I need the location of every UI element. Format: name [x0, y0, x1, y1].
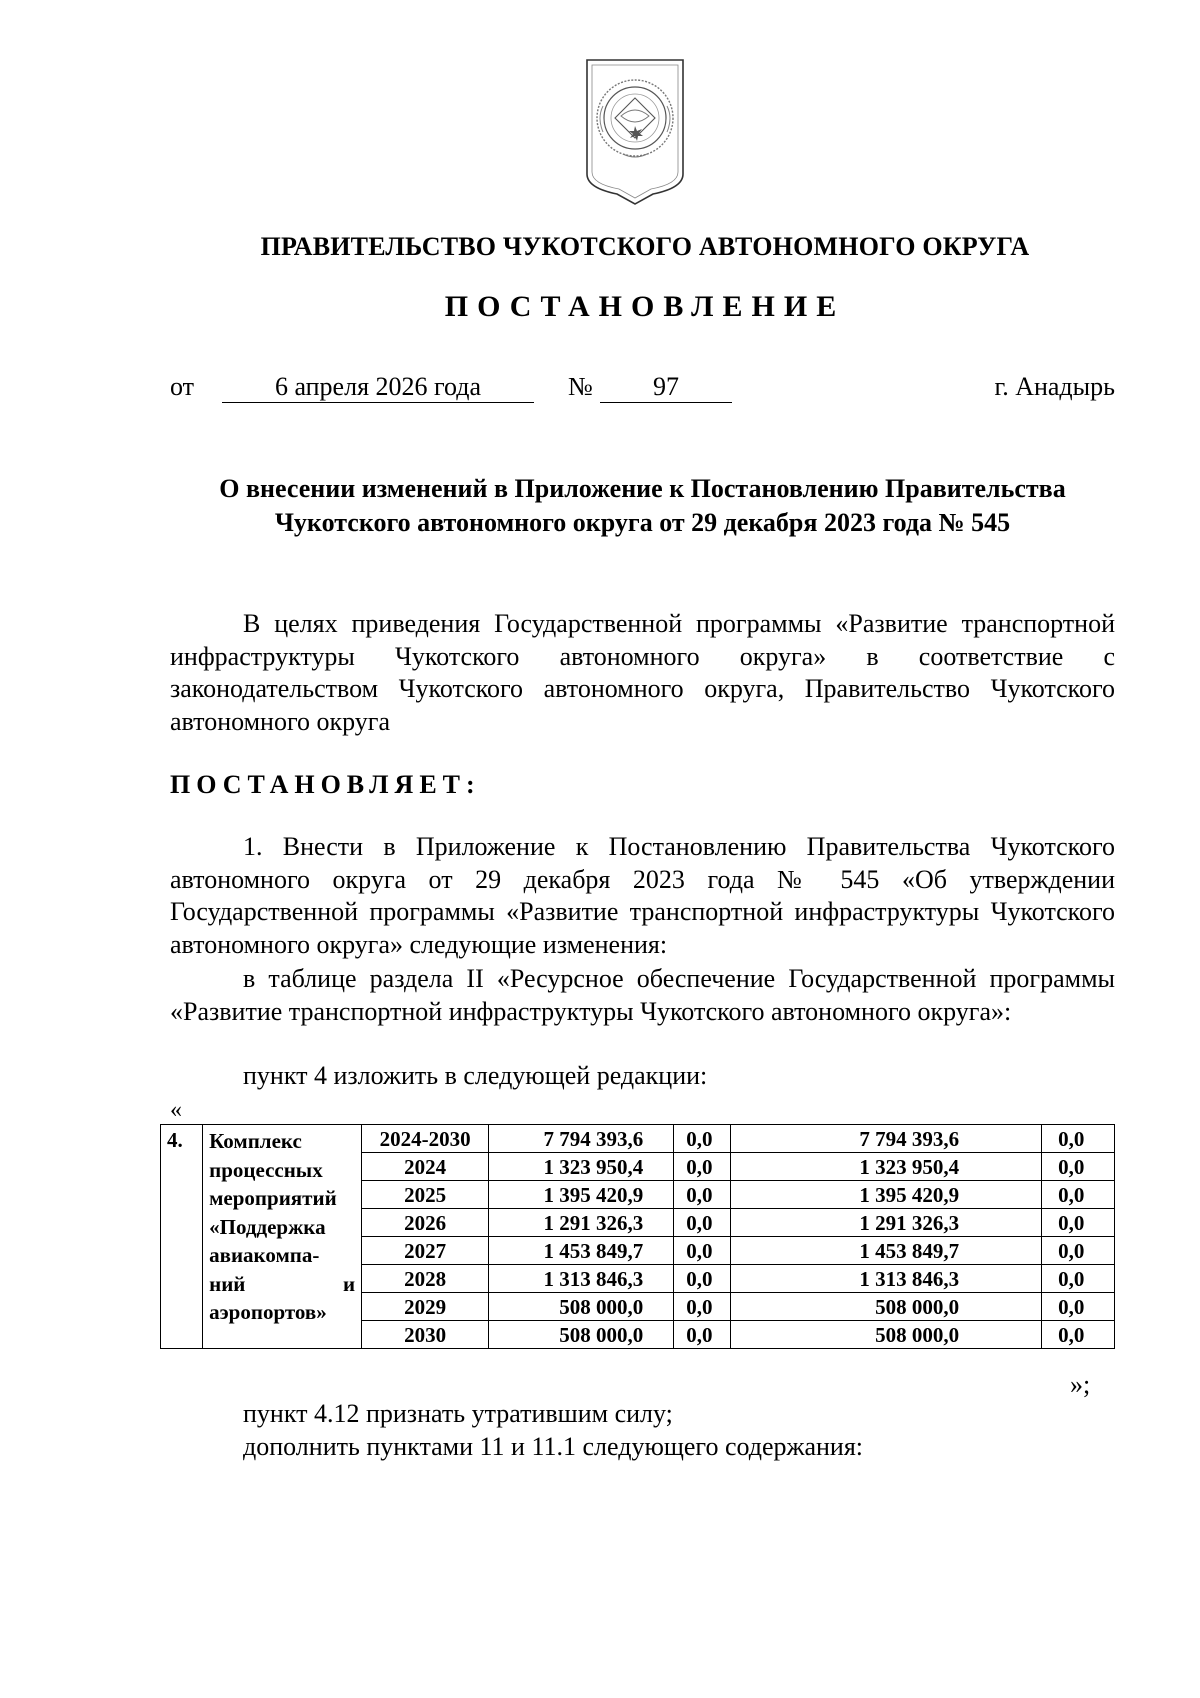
opening-quote: « [170, 1097, 182, 1123]
regional-budget-cell: 7 794 393,6 [730, 1125, 1041, 1153]
period-cell: 2024-2030 [362, 1125, 489, 1153]
coat-of-arms-emblem [583, 56, 687, 206]
other-sources-cell: 0,0 [1042, 1237, 1115, 1265]
federal-budget-cell: 0,0 [674, 1237, 731, 1265]
other-sources-cell: 0,0 [1042, 1181, 1115, 1209]
federal-budget-cell: 0,0 [674, 1265, 731, 1293]
table-row [161, 1125, 1115, 1153]
total-cell: 508 000,0 [489, 1293, 674, 1321]
other-sources-cell: 0,0 [1042, 1209, 1115, 1237]
regional-budget-cell: 1 313 846,3 [730, 1265, 1041, 1293]
total-cell: 1 395 420,9 [489, 1181, 674, 1209]
document-number: 97 [600, 372, 732, 403]
document-date: 6 апреля 2026 года [222, 372, 534, 403]
federal-budget-cell: 0,0 [674, 1293, 731, 1321]
closing-quote: »; [1070, 1370, 1091, 1399]
period-cell: 2028 [362, 1265, 489, 1293]
item-number-cell: 4. [161, 1125, 203, 1349]
addition-paragraph: дополнить пунктами 11 и 11.1 следующего содержания: [243, 1432, 864, 1461]
document-meta-row [170, 372, 1115, 408]
other-sources-cell: 0,0 [1042, 1293, 1115, 1321]
total-cell: 508 000,0 [489, 1321, 674, 1349]
number-label: № [568, 372, 593, 401]
period-cell: 2024 [362, 1153, 489, 1181]
regional-budget-cell: 1 323 950,4 [730, 1153, 1041, 1181]
government-title: ПРАВИТЕЛЬСТВО ЧУКОТСКОГО АВТОНОМНОГО ОКРУГА [260, 232, 1030, 261]
period-cell: 2025 [362, 1181, 489, 1209]
document-city: г. Анадырь [994, 372, 1115, 401]
regional-budget-cell: 1 395 420,9 [730, 1181, 1041, 1209]
period-cell: 2030 [362, 1321, 489, 1349]
federal-budget-cell: 0,0 [674, 1181, 731, 1209]
total-cell: 1 453 849,7 [489, 1237, 674, 1265]
resolves-heading: ПОСТАНОВЛЯЕТ: [170, 770, 481, 799]
other-sources-cell: 0,0 [1042, 1321, 1115, 1349]
clause-1-paragraph: 1. Внести в Приложение к Постановлению Правительства Чукотского автономного округа от 29 декабря 2023 года № 545 «Об утверждении Государственной программы «Развитие транспортной инфраструктуры Чукотского автономного округа» следующие изменения: [170, 832, 1115, 959]
federal-budget-cell: 0,0 [674, 1209, 731, 1237]
total-cell: 1 291 326,3 [489, 1209, 674, 1237]
document-subject: О внесении изменений в Приложение к Постановлению Правительства Чукотского автономного округа от 29 декабря 2023 года № 545 [219, 474, 1066, 537]
regional-budget-cell: 1 453 849,7 [730, 1237, 1041, 1265]
regional-budget-cell: 508 000,0 [730, 1293, 1041, 1321]
document-type-title: ПОСТАНОВЛЕНИЕ [444, 290, 846, 323]
federal-budget-cell: 0,0 [674, 1125, 731, 1153]
period-cell: 2029 [362, 1293, 489, 1321]
item-4-instruction: пункт 4 изложить в следующей редакции: [243, 1061, 708, 1090]
other-sources-cell: 0,0 [1042, 1153, 1115, 1181]
total-cell: 1 313 846,3 [489, 1265, 674, 1293]
federal-budget-cell: 0,0 [674, 1153, 731, 1181]
period-cell: 2027 [362, 1237, 489, 1265]
item-name-cell: Комплекс процессных мероприятий «Поддержка авиакомпа-ний и аэропортов» [203, 1125, 362, 1349]
other-sources-cell: 0,0 [1042, 1125, 1115, 1153]
item-4-12-paragraph: пункт 4.12 признать утратившим силу; [243, 1399, 673, 1428]
resource-table [160, 1124, 1115, 1349]
intro-paragraph: В целях приведения Государственной программы «Развитие транспортной инфраструктуры Чукотского автономного округа» в соответствие с законодательством Чукотского автономного округа, Правительство Чукотского автономного округа [170, 609, 1115, 736]
table-reference-paragraph: в таблице раздела II «Ресурсное обеспечение Государственной программы «Развитие транспортной инфраструктуры Чукотского автономного округа»: [170, 964, 1115, 1026]
total-cell: 7 794 393,6 [489, 1125, 674, 1153]
regional-budget-cell: 1 291 326,3 [730, 1209, 1041, 1237]
total-cell: 1 323 950,4 [489, 1153, 674, 1181]
period-cell: 2026 [362, 1209, 489, 1237]
regional-budget-cell: 508 000,0 [730, 1321, 1041, 1349]
federal-budget-cell: 0,0 [674, 1321, 731, 1349]
other-sources-cell: 0,0 [1042, 1265, 1115, 1293]
date-prefix: от [170, 372, 195, 401]
